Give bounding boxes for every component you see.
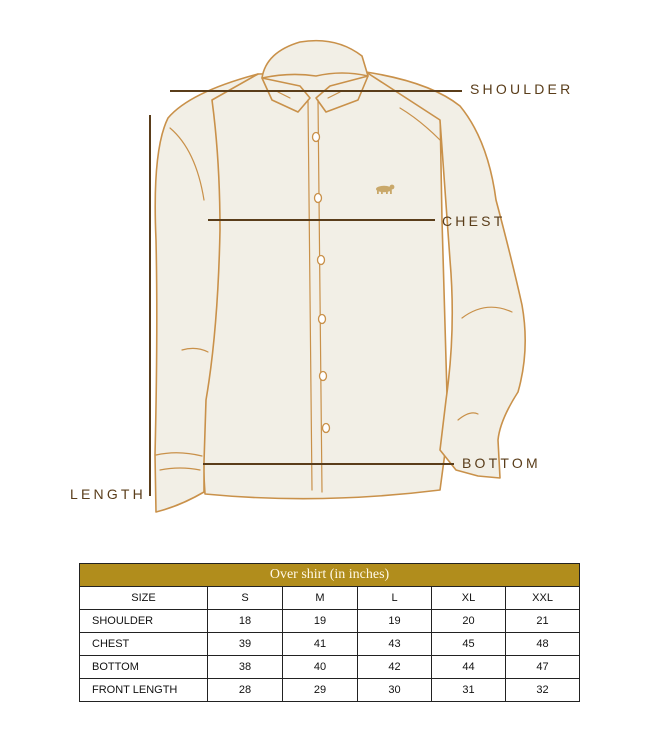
table-cell: 30: [358, 679, 432, 702]
row-label: FRONT LENGTH: [80, 679, 208, 702]
shirt-button: [320, 372, 327, 381]
row-label: BOTTOM: [80, 656, 208, 679]
table-caption: Over shirt (in inches): [80, 564, 580, 587]
table-header-row: [80, 587, 580, 610]
shirt-button: [323, 424, 330, 433]
shirt-button: [313, 133, 320, 142]
column-header-xl: XL: [432, 587, 506, 610]
table-cell: 40: [283, 656, 358, 679]
table-caption-row: [80, 564, 580, 587]
row-label: CHEST: [80, 633, 208, 656]
shirt-button: [319, 315, 326, 324]
table-cell: 47: [506, 656, 580, 679]
column-header-s: S: [208, 587, 283, 610]
shirt-body: [203, 72, 448, 499]
table-cell: 32: [506, 679, 580, 702]
column-header-l: L: [358, 587, 432, 610]
column-header-size: SIZE: [80, 587, 208, 610]
shoulder-label: SHOULDER: [470, 81, 574, 97]
table-cell: 45: [432, 633, 506, 656]
table-cell: 19: [283, 610, 358, 633]
column-header-xxl: XXL: [506, 587, 580, 610]
table-cell: 39: [208, 633, 283, 656]
table-cell: 44: [432, 656, 506, 679]
table-cell: 19: [358, 610, 432, 633]
table-cell: 38: [208, 656, 283, 679]
table-cell: 29: [283, 679, 358, 702]
table-row: [80, 610, 580, 633]
length-label: LENGTH: [70, 486, 146, 502]
bottom-label: BOTTOM: [462, 455, 541, 471]
table-row: [80, 633, 580, 656]
chest-label: CHEST: [442, 213, 506, 229]
table-cell: 20: [432, 610, 506, 633]
shirt-button: [315, 194, 322, 203]
table-row: [80, 656, 580, 679]
table-cell: 18: [208, 610, 283, 633]
table-cell: 31: [432, 679, 506, 702]
table-cell: 21: [506, 610, 580, 633]
table-cell: 43: [358, 633, 432, 656]
shirt-button: [318, 256, 325, 265]
table-cell: 41: [283, 633, 358, 656]
row-label: SHOULDER: [80, 610, 208, 633]
table-cell: 28: [208, 679, 283, 702]
table-cell: 42: [358, 656, 432, 679]
table-row: [80, 679, 580, 702]
shirt-collar: [262, 41, 368, 78]
size-chart-table: [79, 563, 580, 702]
table-cell: 48: [506, 633, 580, 656]
column-header-m: M: [283, 587, 358, 610]
